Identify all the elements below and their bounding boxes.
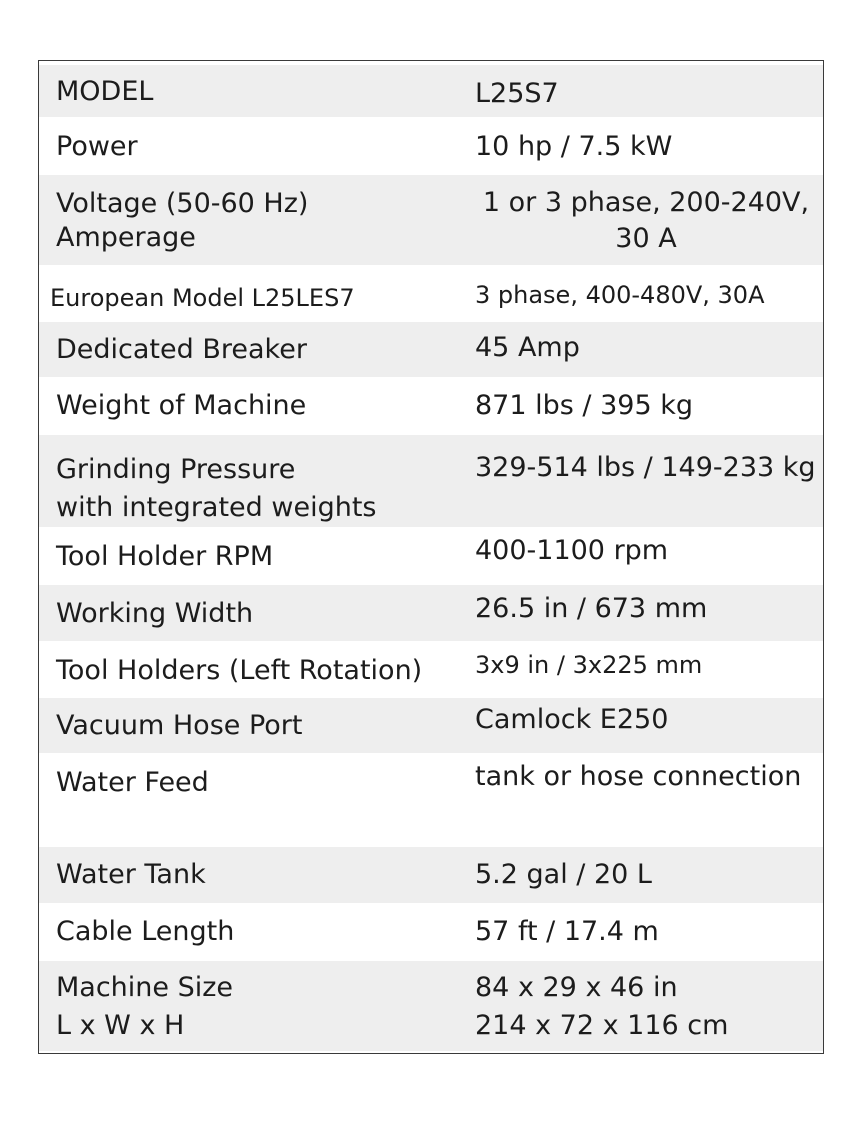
label-water-tank: [56, 856, 206, 894]
value-working-width-line: 26.5 in / 673 mm: [475, 593, 708, 624]
label-power-line: Power: [56, 131, 138, 162]
label-cable-length: [56, 913, 234, 951]
value-water-feed: [475, 758, 801, 796]
value-weight: [475, 387, 693, 425]
table-row-working-width: [39, 585, 823, 641]
label-european-model-line: European Model L25LES7: [50, 284, 355, 312]
label-model: [56, 73, 153, 111]
table-row-grinding-pressure: [39, 435, 823, 527]
label-water-feed: [56, 764, 209, 802]
value-voltage-line-2: 30 A: [615, 223, 677, 254]
table-row-water-tank: [39, 847, 823, 903]
value-breaker-line: 45 Amp: [475, 332, 580, 363]
label-amperage-line: Amperage: [56, 222, 196, 253]
value-vacuum: [475, 701, 668, 739]
label-machine-size: [56, 969, 233, 1045]
label-cable-length-line: Cable Length: [56, 916, 235, 947]
value-cable-length-line: 57 ft / 17.4 m: [475, 916, 659, 947]
table-row-weight: [39, 378, 823, 434]
value-tool-holders-line: 3x9 in / 3x225 mm: [475, 651, 703, 679]
table-row-model: [39, 65, 823, 117]
value-water-tank: [475, 856, 652, 894]
value-machine-size: [475, 969, 728, 1045]
value-water-feed-line: tank or hose connection: [475, 761, 802, 792]
value-machine-size-line-1: 84 x 29 x 46 in: [475, 972, 678, 1003]
value-tool-holders: [475, 646, 702, 684]
label-water-tank-line: Water Tank: [56, 859, 206, 890]
label-tool-holders: [56, 652, 422, 690]
label-vacuum-line: Vacuum Hose Port: [56, 710, 303, 741]
table-row-power: [39, 119, 823, 174]
label-tool-holders-line: Tool Holders (Left Rotation): [56, 655, 423, 686]
value-vacuum-line: Camlock E250: [475, 704, 669, 735]
value-water-tank-line: 5.2 gal / 20 L: [475, 859, 652, 890]
label-breaker: [56, 331, 307, 369]
label-weight-line: Weight of Machine: [56, 390, 307, 421]
label-grinding-pressure-line-1: Grinding Pressure: [56, 454, 296, 485]
value-model: [475, 75, 559, 113]
label-machine-size-line-2: L x W x H: [56, 1010, 185, 1041]
value-grinding-pressure: [475, 449, 816, 487]
label-voltage-line: Voltage (50-60 Hz): [56, 188, 309, 219]
label-grinding-pressure-line-2: with integrated weights: [56, 492, 377, 523]
value-grinding-pressure-line: 329-514 lbs / 149-233 kg: [475, 452, 816, 483]
label-breaker-line: Dedicated Breaker: [56, 334, 307, 365]
table-row-rpm: [39, 528, 823, 584]
table-row-tool-holders: [39, 642, 823, 697]
label-power: [56, 128, 138, 166]
label-voltage: [56, 187, 308, 255]
label-rpm-line: Tool Holder RPM: [56, 541, 274, 572]
table-row-cable-length: [39, 904, 823, 960]
label-grinding-pressure: [56, 451, 376, 527]
label-working-width-line: Working Width: [56, 598, 254, 629]
label-machine-size-line-1: Machine Size: [56, 972, 234, 1003]
label-water-feed-line: Water Feed: [56, 767, 209, 798]
value-working-width: [475, 590, 707, 628]
spec-table: [38, 60, 824, 1054]
table-row-vacuum: [39, 698, 823, 753]
value-breaker: [475, 329, 580, 367]
value-cable-length: [475, 913, 659, 951]
value-rpm: [475, 532, 668, 570]
value-rpm-line: 400-1100 rpm: [475, 535, 669, 566]
label-european-model: [50, 279, 355, 317]
label-vacuum: [56, 707, 302, 745]
label-model-line: MODEL: [56, 76, 154, 107]
value-power: [475, 128, 672, 166]
label-working-width: [56, 595, 253, 633]
value-machine-size-line-2: 214 x 72 x 116 cm: [475, 1010, 729, 1041]
table-row-breaker: [39, 322, 823, 377]
value-voltage-line-1: 1 or 3 phase, 200-240V,: [482, 187, 810, 218]
table-row-water-feed: [39, 754, 823, 846]
value-power-line: 10 hp / 7.5 kW: [475, 131, 673, 162]
value-weight-line: 871 lbs / 395 kg: [475, 390, 693, 421]
label-rpm: [56, 538, 273, 576]
value-model-line: L25S7: [475, 78, 559, 109]
value-european-model: [475, 276, 765, 314]
value-european-model-line: 3 phase, 400-480V, 30A: [475, 281, 765, 309]
table-row-european-model: [39, 266, 823, 321]
table-row-machine-size: [39, 961, 823, 1051]
value-voltage: [475, 185, 817, 257]
label-weight: [56, 387, 306, 425]
table-row-voltage: [39, 175, 823, 265]
